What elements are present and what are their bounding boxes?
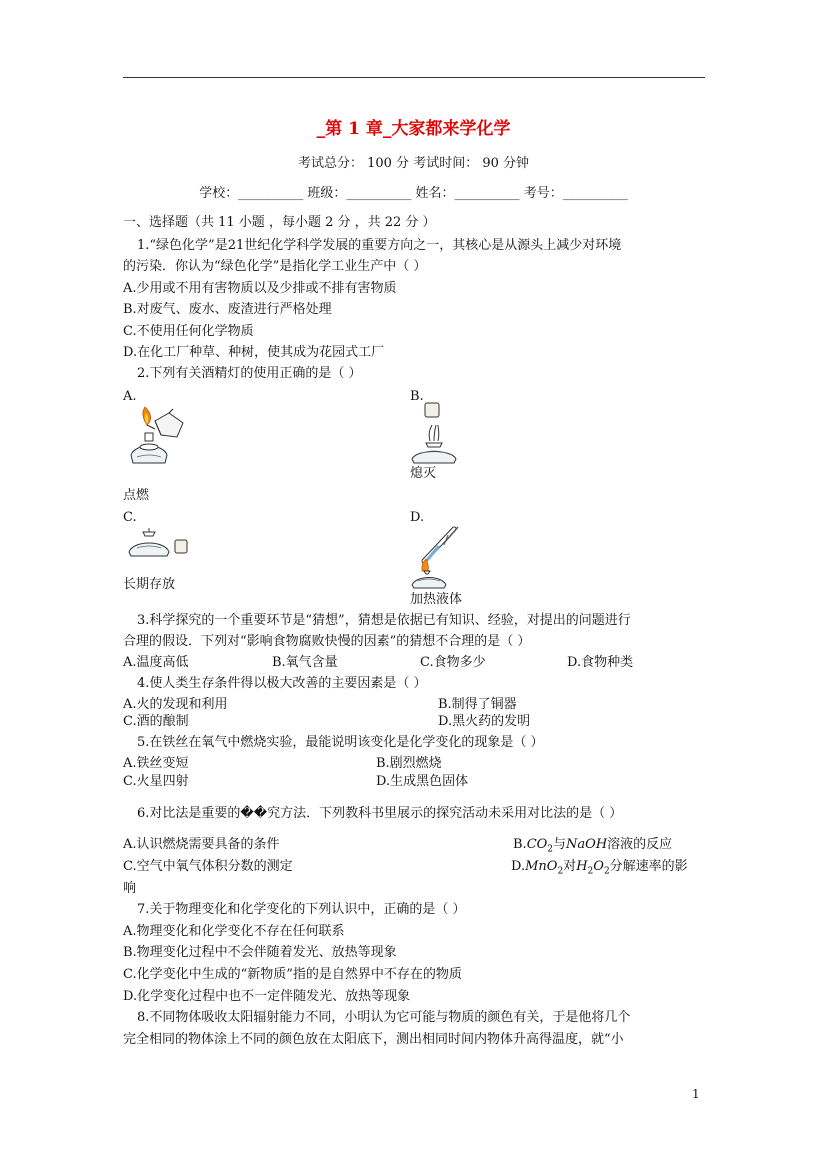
q1-option-b: B.对废气、废水、废渣进行严格处理: [123, 302, 332, 317]
q5-option-a: A.铁丝变短: [123, 756, 189, 771]
q3-option-c: C.食物多少: [420, 655, 486, 670]
q4-option-b: B.制得了铜器: [438, 697, 517, 712]
header-rule: [123, 77, 705, 78]
q7-stem: 7.关于物理变化和化学变化的下列认识中，正确的是（ ）: [137, 902, 466, 917]
q5-option-c: C.火星四射: [123, 774, 189, 789]
q7-option-b: B.物理变化过程中不会伴随着发光、放热等现象: [123, 945, 397, 960]
q3-option-d: D.食物种类: [567, 655, 634, 670]
q1-stem-line1: 1.“绿色化学”是21世纪化学科学发展的重要方向之一，其核心是从源头上减少对环境: [137, 238, 622, 253]
q3-option-b: B.氧气含量: [272, 655, 338, 670]
q3-stem-line1: 3.科学探究的一个重要环节是“猜想”，猜想是依据已有知识、经验，对提出的问题进行: [137, 613, 631, 628]
figure-heating-liquid: [408, 525, 468, 589]
q4-option-a: A.火的发现和利用: [123, 697, 228, 712]
q7-option-c: C.化学变化中生成的“新物质”指的是自然界中不存在的物质: [123, 967, 462, 982]
q3-option-a: A.温度高低: [123, 655, 189, 670]
q2-option-a-letter: A.: [123, 389, 137, 404]
q2-option-b-letter: B.: [410, 389, 424, 404]
q4-option-d: D.黑火药的发明: [438, 714, 531, 729]
q1-option-a: A.少用或不用有害物质以及少排或不排有害物质: [123, 281, 397, 296]
q2-option-b-caption: 熄灭: [410, 466, 437, 481]
q2-option-a-caption: 点燃: [123, 488, 150, 503]
q4-option-c: C.酒的酿制: [123, 714, 189, 729]
q6-option-c: C.空气中氧气体积分数的测定: [123, 859, 293, 874]
q3-stem-line2: 合理的假设．下列对“影响食物腐败快慢的因素”的猜想不合理的是（ ）: [123, 634, 531, 649]
q6-option-a: A.认识燃烧需要具备的条件: [123, 837, 280, 852]
q1-stem-line2: 的污染．你认为“绿色化学”是指化学工业生产中（ ）: [123, 259, 427, 274]
q6-stem: 6.对比法是重要的��究方法．下列教科书里展示的探究活动未采用对比法的是（ ）: [137, 806, 623, 821]
page-title: _第 1 章_大家都来学化学: [316, 119, 511, 139]
q4-stem: 4.使人类生存条件得以极大改善的主要因素是（ ）: [137, 676, 427, 691]
q2-option-d-letter: D.: [410, 510, 425, 525]
figure-lamp-extinguish: [408, 401, 460, 465]
q8-stem-line1: 8.不同物体吸收太阳辐射能力不同，小明认为它可能与物质的颜色有关，于是他将几个: [137, 1010, 631, 1025]
student-fields: 学校：__________ 班级：__________ 姓名：__________ 考号：__________: [199, 186, 628, 201]
exam-info: 考试总分： 100 分 考试时间： 90 分钟: [297, 156, 530, 171]
q2-option-d-caption: 加热液体: [410, 592, 463, 607]
q8-stem-line2: 完全相同的物体涂上不同的颜色放在太阳底下，测出相同时间内物体升高得温度，就“小: [123, 1032, 624, 1047]
q6-option-d-continued: 响: [123, 881, 137, 896]
figure-lamp-storage: [125, 526, 191, 558]
figure-lamp-lighting: [125, 403, 191, 473]
page-number: 1: [692, 1087, 700, 1101]
q2-option-c-caption: 长期存放: [123, 577, 176, 592]
q1-option-d: D.在化工厂种草、种树，使其成为花园式工厂: [123, 345, 385, 360]
q7-option-d: D.化学变化过程中也不一定伴随发光、放热等现象: [123, 989, 411, 1004]
q6-option-b: $B.CO_2$与NaOH溶液的反应: [513, 837, 673, 855]
q5-stem: 5.在铁丝在氧气中燃烧实验，最能说明该变化是化学变化的现象是（ ）: [137, 735, 544, 750]
q5-option-d: D.生成黑色固体: [376, 774, 469, 789]
q2-option-c-letter: C.: [123, 510, 137, 525]
q7-option-a: A.物理变化和化学变化不存在任何联系: [123, 924, 345, 939]
q6-option-d: D.MnO$_2$对$H_2O_2$分解速率的影: [511, 859, 688, 877]
q2-stem: 2.下列有关酒精灯的使用正确的是（ ）: [137, 366, 362, 381]
q1-option-c: C.不使用任何化学物质: [123, 324, 254, 339]
q5-option-b: B.剧烈燃烧: [376, 756, 442, 771]
section-heading: 一、选择题（共 11 小题 ，每小题 2 分 ，共 22 分 ）: [123, 215, 436, 230]
